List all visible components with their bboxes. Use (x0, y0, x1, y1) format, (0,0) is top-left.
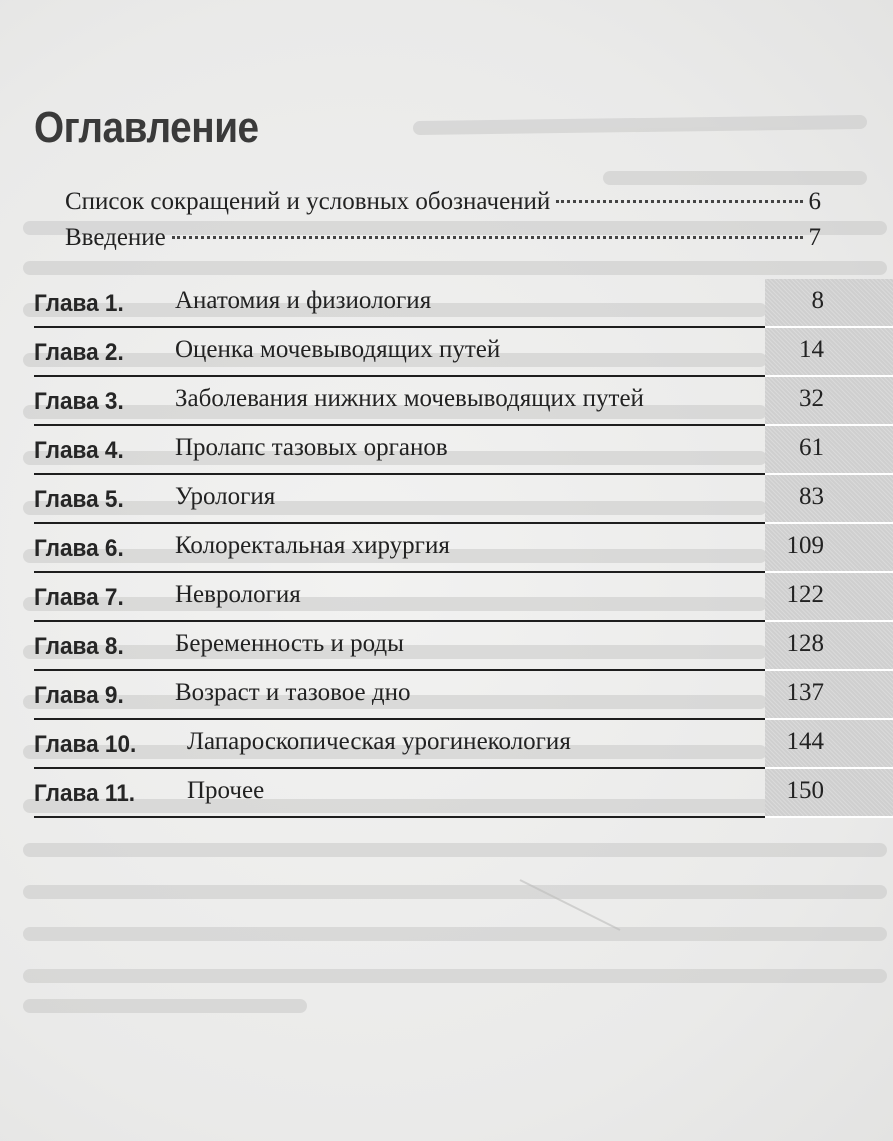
chapter-title: Прочее (187, 777, 265, 804)
chapter-title: Оценка мочевыводящих путей (175, 336, 501, 363)
chapter-number: Глава 8. (34, 632, 124, 660)
chapter-page-number: 8 (811, 287, 824, 314)
dot-leader (556, 200, 802, 203)
entry-page-number: 6 (808, 188, 821, 215)
page-number-cell (765, 377, 893, 426)
chapter-page-number: 137 (786, 679, 824, 706)
chapter-page-number: 61 (799, 434, 824, 461)
chapter-page-number: 83 (799, 483, 824, 510)
page-number-cell (765, 720, 893, 769)
page-number-cell (765, 622, 893, 671)
page-number-cell (765, 426, 893, 475)
chapter-divider (34, 816, 765, 818)
page-number-cell (765, 769, 893, 818)
front-matter-list (65, 188, 823, 260)
page-number-cell (765, 671, 893, 720)
toc-entry-abbreviations[interactable] (65, 188, 823, 224)
toc-chapter-5[interactable] (34, 475, 893, 524)
entry-label: Список сокращений и условных обозначений (65, 188, 551, 215)
chapter-number: Глава 1. (34, 289, 124, 317)
chapter-title: Пролапс тазовых органов (175, 434, 448, 461)
chapter-page-number: 144 (786, 728, 824, 755)
page-number-cell (765, 328, 893, 377)
entry-page-number: 7 (808, 224, 821, 251)
page-number-cell (765, 573, 893, 622)
toc-chapter-3[interactable] (34, 377, 893, 426)
chapter-title: Урология (175, 483, 276, 510)
toc-title: Оглавление (34, 103, 259, 152)
chapter-title: Заболевания нижних мочевыводящих путей (175, 385, 644, 412)
chapter-page-number: 122 (786, 581, 824, 608)
chapter-page-number: 32 (799, 385, 824, 412)
chapter-page-number: 150 (786, 777, 824, 804)
toc-chapter-11[interactable] (34, 769, 893, 818)
chapter-title: Лапароскопическая урогинекология (187, 728, 571, 755)
chapter-number: Глава 6. (34, 534, 124, 562)
chapter-number: Глава 3. (34, 387, 124, 415)
chapter-page-number: 109 (786, 532, 824, 559)
entry-label: Введение (65, 224, 166, 251)
chapter-number: Глава 2. (34, 338, 124, 366)
chapter-title: Анатомия и физиология (175, 287, 432, 314)
toc-chapter-2[interactable] (34, 328, 893, 377)
chapter-number: Глава 9. (34, 681, 124, 709)
page-number-cell (765, 279, 893, 328)
chapter-number: Глава 11. (34, 779, 136, 807)
chapter-list (34, 279, 893, 818)
toc-chapter-1[interactable] (34, 279, 893, 328)
page-number-cell (765, 524, 893, 573)
chapter-number: Глава 10. (34, 730, 137, 758)
toc-chapter-8[interactable] (34, 622, 893, 671)
toc-entry-introduction[interactable] (65, 224, 823, 260)
chapter-title: Возраст и тазовое дно (175, 679, 411, 706)
dot-leader (172, 236, 803, 239)
chapter-page-number: 128 (786, 630, 824, 657)
chapter-title: Неврология (175, 581, 301, 608)
chapter-title: Колоректальная хирургия (175, 532, 450, 559)
chapter-number: Глава 5. (34, 485, 124, 513)
toc-chapter-9[interactable] (34, 671, 893, 720)
chapter-page-number: 14 (799, 336, 824, 363)
chapter-title: Беременность и роды (175, 630, 404, 657)
toc-chapter-7[interactable] (34, 573, 893, 622)
chapter-number: Глава 4. (34, 436, 124, 464)
toc-chapter-10[interactable] (34, 720, 893, 769)
toc-chapter-4[interactable] (34, 426, 893, 475)
page-number-cell (765, 475, 893, 524)
toc-chapter-6[interactable] (34, 524, 893, 573)
chapter-number: Глава 7. (34, 583, 124, 611)
